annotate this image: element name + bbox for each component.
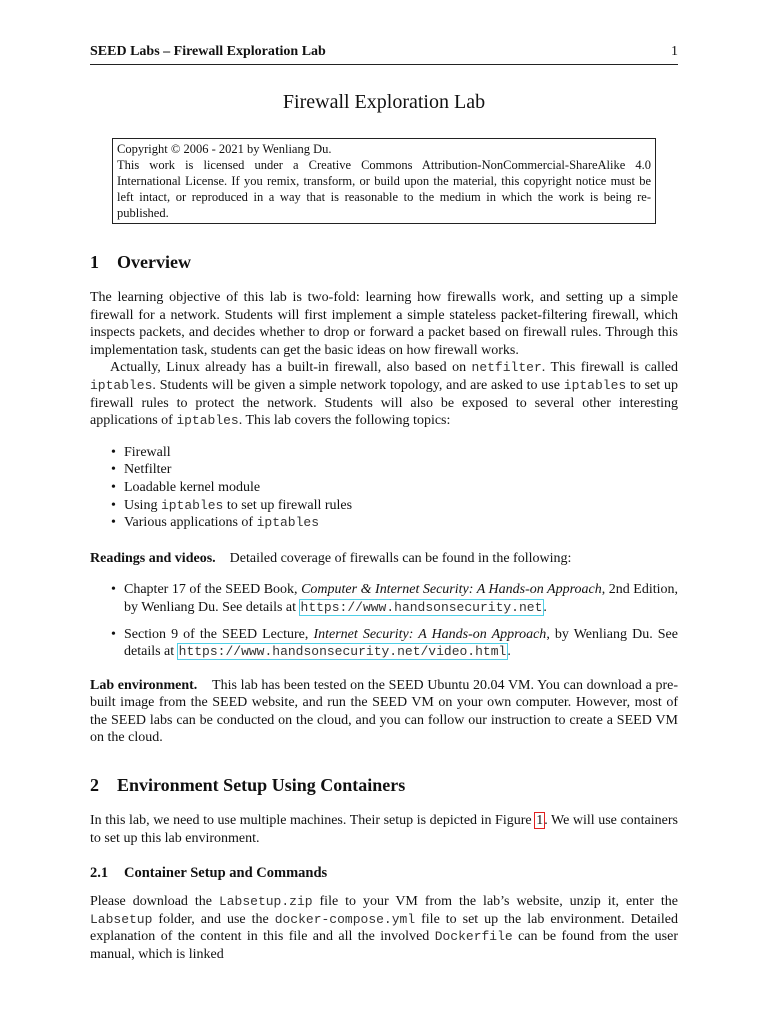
text-run: Various applications of bbox=[124, 515, 257, 531]
readings-paragraph bbox=[90, 550, 678, 568]
video-link[interactable]: https://www.handsonsecurity.net/video.html bbox=[178, 644, 507, 660]
text-run: Chapter 17 of the SEED Book, bbox=[124, 582, 302, 598]
figure-reference-link[interactable]: 1 bbox=[536, 813, 544, 829]
section-heading-overview bbox=[90, 250, 678, 274]
handsonsecurity-link[interactable]: https://www.handsonsecurity.net bbox=[300, 599, 543, 615]
text-run: to set up firewall rules to protect the network. Students will also be exposed to several other interesting applications of bbox=[90, 377, 678, 429]
copyright-box bbox=[112, 138, 656, 224]
text-run: Section 9 of the SEED Lecture, bbox=[124, 626, 314, 642]
text-run: Using bbox=[124, 497, 161, 513]
overview-paragraph-1: The learning objective of this lab is two-fold: learning how firewalls work, and setting up a simple firewall for a network. Students will first implement a simple stateless packet-filtering firewall, which inspects packets, and decides whether to drop or forward a packet based on firewall rules. Through this implementation task, students can get the basic ideas on how firewall works. bbox=[90, 290, 678, 358]
text-run: . bbox=[543, 599, 547, 615]
text-run: Detailed coverage of firewalls can be found in the following: bbox=[229, 550, 572, 566]
document-title: Firewall Exploration Lab bbox=[282, 91, 486, 113]
topics-list bbox=[90, 444, 678, 532]
text-run: to set up firewall rules bbox=[223, 497, 353, 513]
header-rule bbox=[90, 64, 678, 65]
list-item: • Netfilter bbox=[124, 461, 678, 479]
text-run: In this lab, we need to use multiple machines. Their setup is depicted in Figure bbox=[90, 813, 536, 829]
book-title: Computer & Internet Security: A Hands-on Approach bbox=[301, 582, 602, 598]
code-iptables: iptables bbox=[176, 413, 239, 429]
list-item: • Firewall bbox=[124, 444, 678, 462]
section-number: 2 bbox=[90, 775, 99, 796]
running-header bbox=[90, 44, 678, 60]
text-run: Please download the bbox=[90, 894, 219, 910]
list-item bbox=[124, 626, 678, 661]
text-run: , 2nd Edition, by Wenliang Du. See details at bbox=[124, 582, 678, 615]
text-run: . bbox=[507, 644, 511, 660]
readings-label: Readings and videos. bbox=[90, 550, 216, 566]
text-run: , by Wenliang Du. See details at bbox=[124, 626, 678, 660]
subsection-title: Container Setup and Commands bbox=[124, 865, 328, 882]
copyright-line: Copyright © 2006 - 2021 by Wenliang Du. bbox=[117, 142, 332, 156]
readings-list bbox=[90, 581, 678, 660]
lecture-title: Internet Security: A Hands-on Approach bbox=[313, 626, 547, 642]
section-heading-environment bbox=[90, 773, 678, 797]
code-dockerfile: Dockerfile bbox=[434, 929, 513, 945]
license-text: This work is licensed under a Creative Commons Attribution-NonCommercial-ShareAlike 4.0 International License. If you remix, transform, or build upon the material, this copyright notice must be left intact, or reproduced in a way that is reasonable to the medium in which the work is being re-published. bbox=[117, 158, 651, 220]
text-run: . We will use containers to set up this lab environment. bbox=[90, 813, 678, 846]
text-run: . This lab covers the following topics: bbox=[238, 413, 451, 429]
text-run: Actually, Linux already has a built-in firewall, also based on bbox=[110, 360, 472, 376]
code-labsetup: Labsetup bbox=[90, 911, 153, 927]
text-run: . Students will be given a simple network topology, and are asked to use bbox=[152, 377, 564, 393]
page-number: 1 bbox=[671, 44, 678, 59]
subsection-number: 2.1 bbox=[90, 865, 109, 882]
subsection-heading-container-setup bbox=[90, 863, 678, 883]
container-setup-paragraph bbox=[90, 893, 678, 963]
text-run: . This firewall is called bbox=[541, 360, 678, 376]
text-run: can be found from the user manual, which is linked bbox=[90, 929, 679, 963]
code-iptables: iptables bbox=[160, 497, 224, 513]
list-item bbox=[124, 581, 678, 616]
text-run: file to your VM from the lab’s website, unzip it, enter the bbox=[312, 894, 678, 910]
text-run: file to set up the lab environment. Detailed explanation of the content in this file and all the involved bbox=[90, 911, 678, 945]
section-title: Overview bbox=[117, 252, 191, 272]
code-netfilter: netfilter bbox=[471, 360, 542, 376]
list-item: • Loadable kernel module bbox=[124, 479, 678, 497]
code-labsetup-zip: Labsetup.zip bbox=[218, 894, 313, 910]
code-docker-compose: docker-compose.yml bbox=[274, 911, 416, 927]
document-body bbox=[90, 88, 678, 964]
text-run: This lab has been tested on the SEED Ubuntu 20.04 VM. You can download a pre-built image from the SEED website, and run the SEED VM on your own computer. However, most of the SEED labs can be conducted on the cloud, and you can follow our instruction to create a SEED VM on the cloud. bbox=[90, 677, 678, 746]
list-item bbox=[124, 497, 678, 515]
environment-paragraph bbox=[90, 812, 678, 847]
text-run: folder, and use the bbox=[152, 911, 275, 927]
lab-environment-label: Lab environment. bbox=[90, 677, 198, 693]
list-item bbox=[124, 514, 678, 532]
section-title: Environment Setup Using Containers bbox=[117, 775, 406, 796]
lab-environment-paragraph bbox=[90, 677, 678, 747]
code-iptables: iptables bbox=[256, 515, 320, 531]
running-header-title: SEED Labs – Firewall Exploration Lab bbox=[90, 44, 326, 59]
section-number: 1 bbox=[90, 252, 99, 272]
code-iptables: iptables bbox=[563, 377, 627, 393]
overview-paragraph-2 bbox=[90, 359, 678, 429]
code-iptables: iptables bbox=[90, 377, 153, 393]
